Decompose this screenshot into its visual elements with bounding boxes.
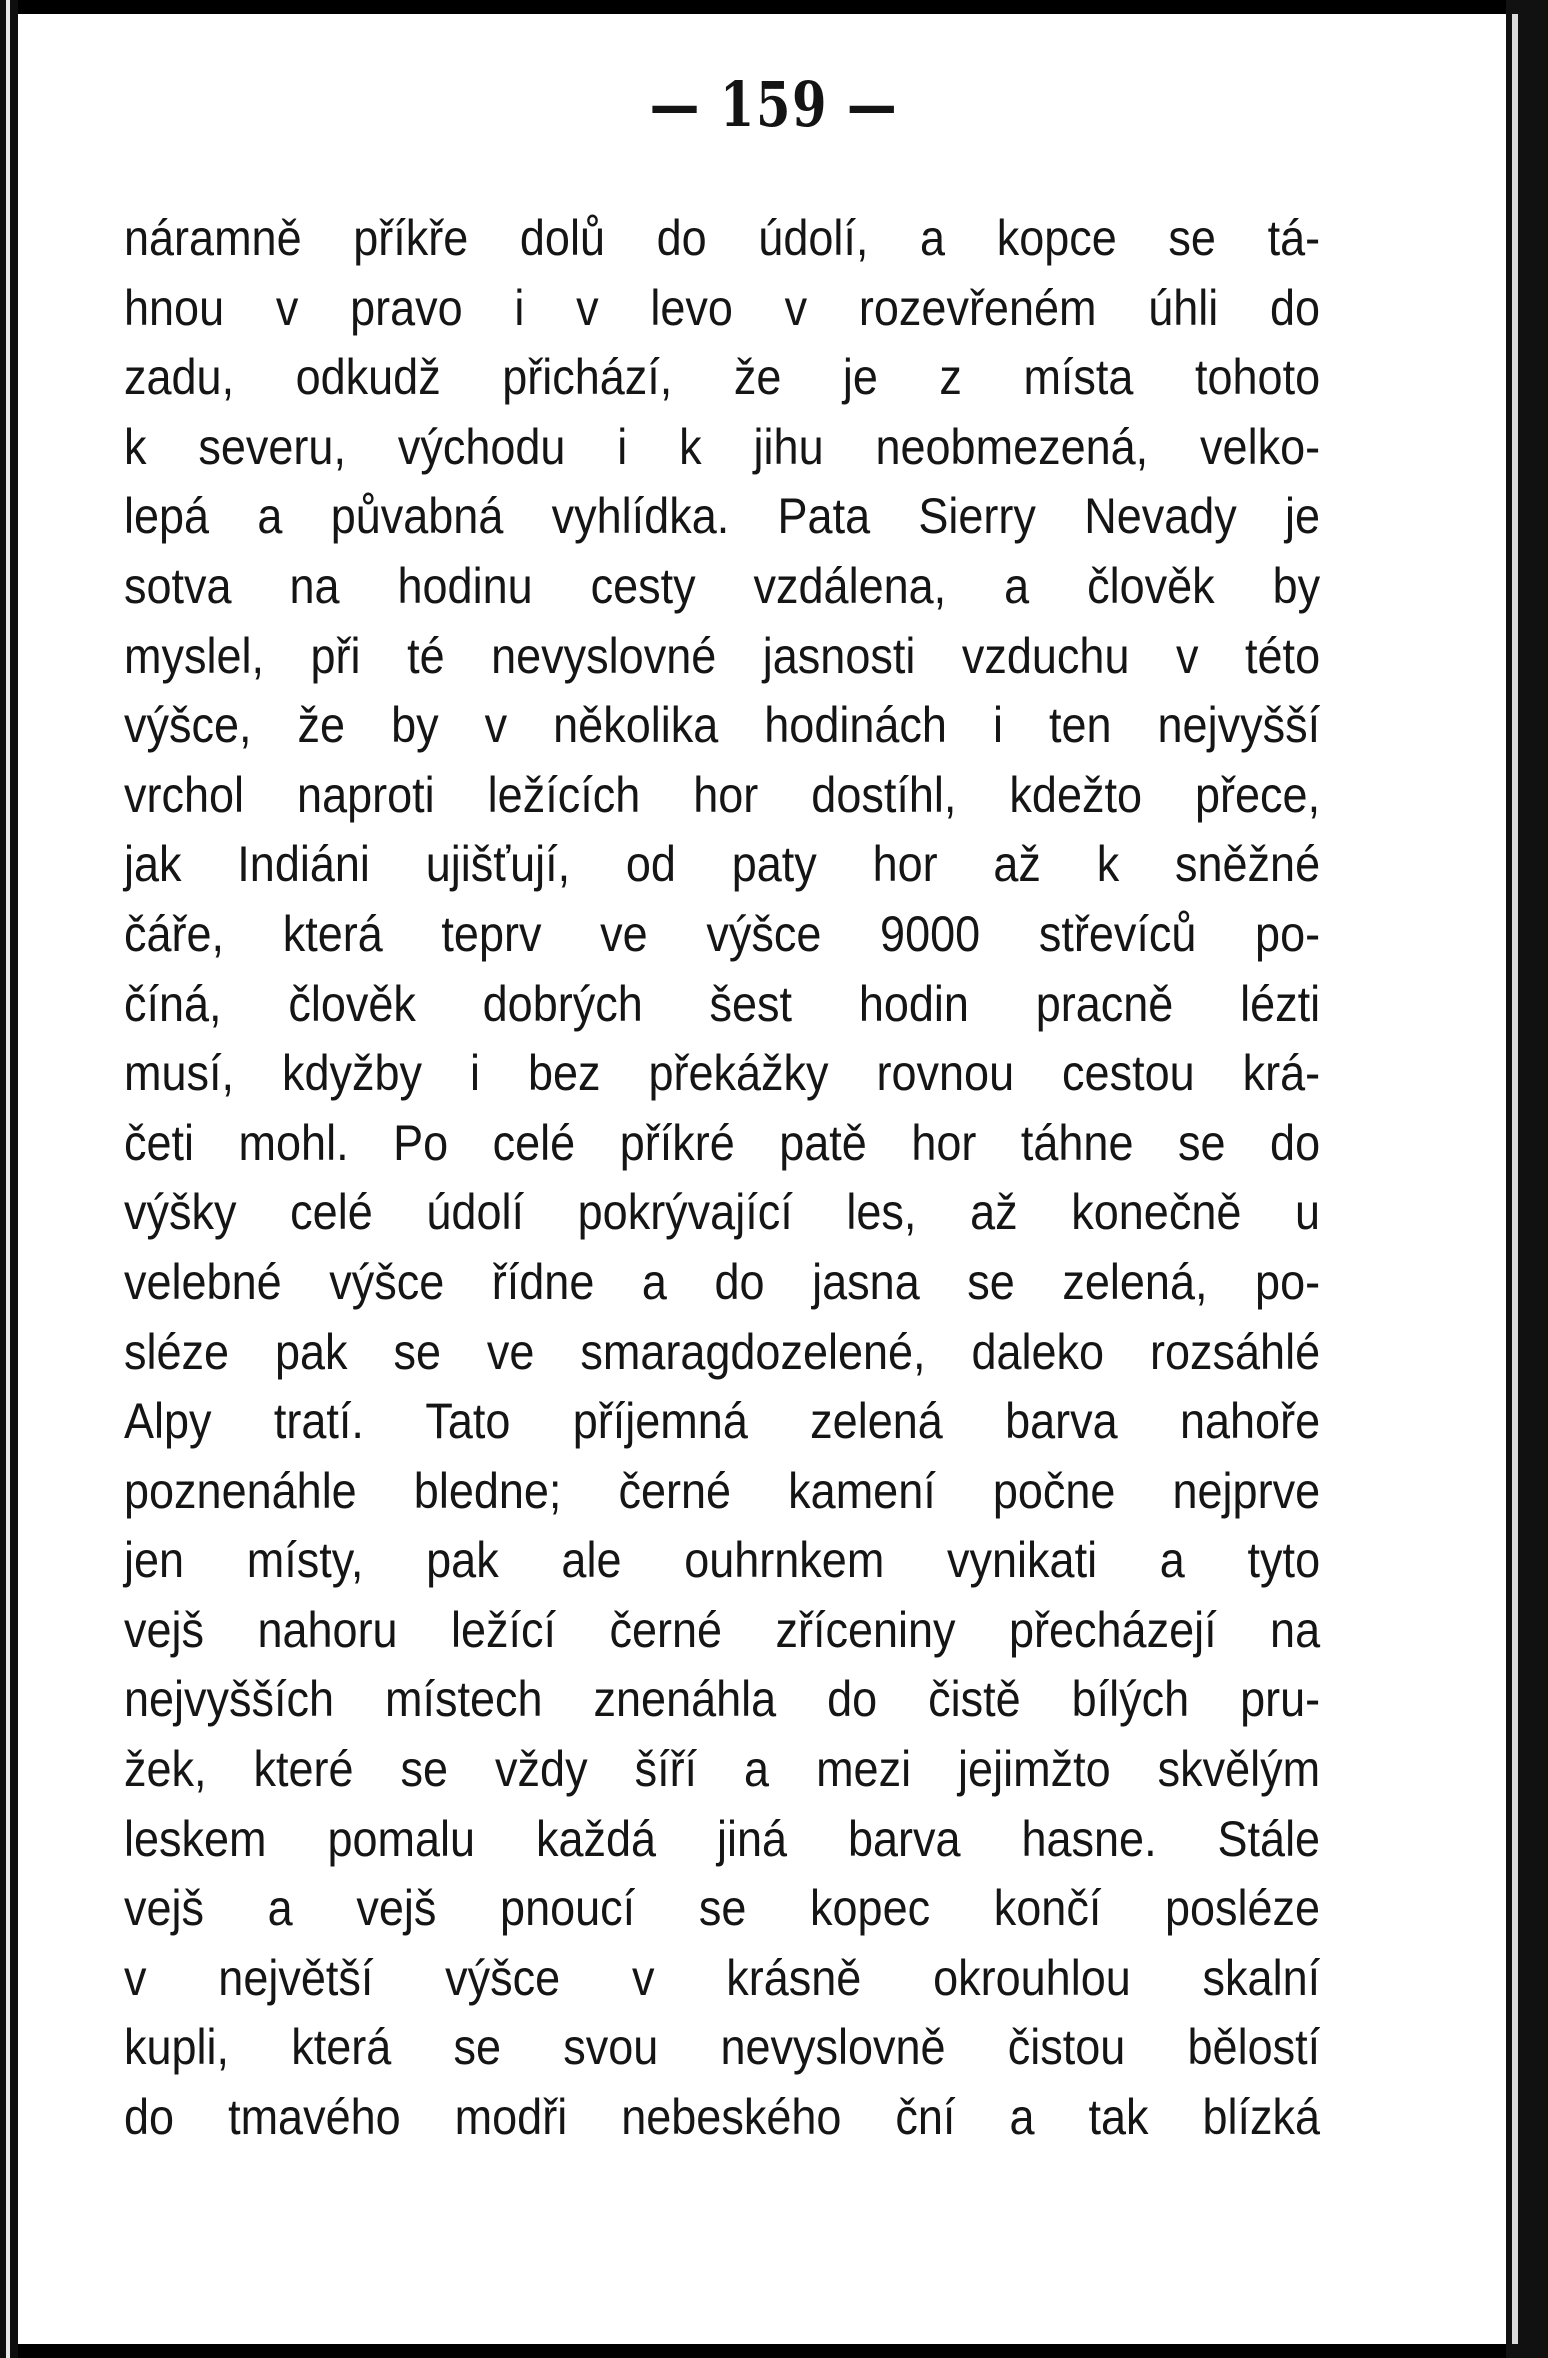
text-line: náramně příkře dolů do údolí, a kopce se tá-	[124, 210, 1321, 266]
text-line: čáře, která teprv ve výšce 9000 střevíců po-	[124, 905, 1321, 962]
scan-right-edge-highlight	[1512, 14, 1518, 2344]
text-line: sotva na hodinu cesty vzdálena, a člověk by	[124, 557, 1321, 614]
text-line: žek, které se vždy šíří a mezi jejimžto skvělým	[124, 1741, 1321, 1798]
text-line: výšky celé údolí pokrývající les, až konečně u	[124, 1184, 1321, 1241]
text-line: výšce, že by v několika hodinách i ten nejvyšší	[124, 697, 1321, 754]
text-line: hnou v pravo i v levo v rozevřeném úhli do	[124, 279, 1321, 336]
text-line: vrchol naproti ležících hor dostíhl, kdežto přece,	[124, 766, 1321, 823]
text-line: myslel, při té nevyslovné jasnosti vzduchu v této	[124, 627, 1321, 684]
text-line: v největší výšce v krásně okrouhlou skalní	[124, 1949, 1321, 2006]
text-line: leskem pomalu každá jiná barva hasne. Stále	[124, 1810, 1321, 1867]
text-line: zadu, odkudž přichází, že je z místa tohoto	[124, 349, 1321, 406]
text-line: lepá a půvabná vyhlídka. Pata Sierry Nevady je	[124, 488, 1321, 545]
text-line: jak Indiáni ujišťují, od paty hor až k sněžné	[124, 836, 1321, 893]
text-line: Alpy tratí. Tato příjemná zelená barva nahoře	[124, 1393, 1321, 1450]
text-line: poznenáhle bledne; černé kamení počne nejprve	[124, 1462, 1321, 1519]
page-number-header: — 159 —	[649, 68, 899, 141]
text-line: k severu, východu i k jihu neobmezená, velko-	[124, 418, 1321, 475]
text-line: do tmavého modři nebeského ční a tak blízká	[124, 2089, 1321, 2146]
text-line: musí, kdyžby i bez překážky rovnou cestou krá-	[124, 1045, 1321, 1102]
text-line: četi mohl. Po celé příkré patě hor táhne se do	[124, 1114, 1321, 1171]
body-text	[124, 204, 1320, 2153]
text-line: číná, člověk dobrých šest hodin pracně lézti	[124, 975, 1321, 1032]
text-line: kupli, která se svou nevyslovně čistou bělostí	[124, 2019, 1321, 2076]
scan-left-edge-highlight	[6, 0, 10, 2358]
text-line: sléze pak se ve smaragdozelené, daleko rozsáhlé	[124, 1323, 1321, 1380]
text-line: vejš nahoru ležící černé zříceniny přecházejí na	[124, 1601, 1321, 1658]
text-line: velebné výšce řídne a do jasna se zelená, po-	[124, 1253, 1321, 1310]
text-line: nejvyšších místech znenáhla do čistě bílých pru-	[124, 1671, 1321, 1728]
text-line: jen místy, pak ale ouhrnkem vynikati a tyto	[124, 1532, 1321, 1589]
text-line: vejš a vejš pnoucí se kopec končí posléze	[124, 1880, 1321, 1937]
